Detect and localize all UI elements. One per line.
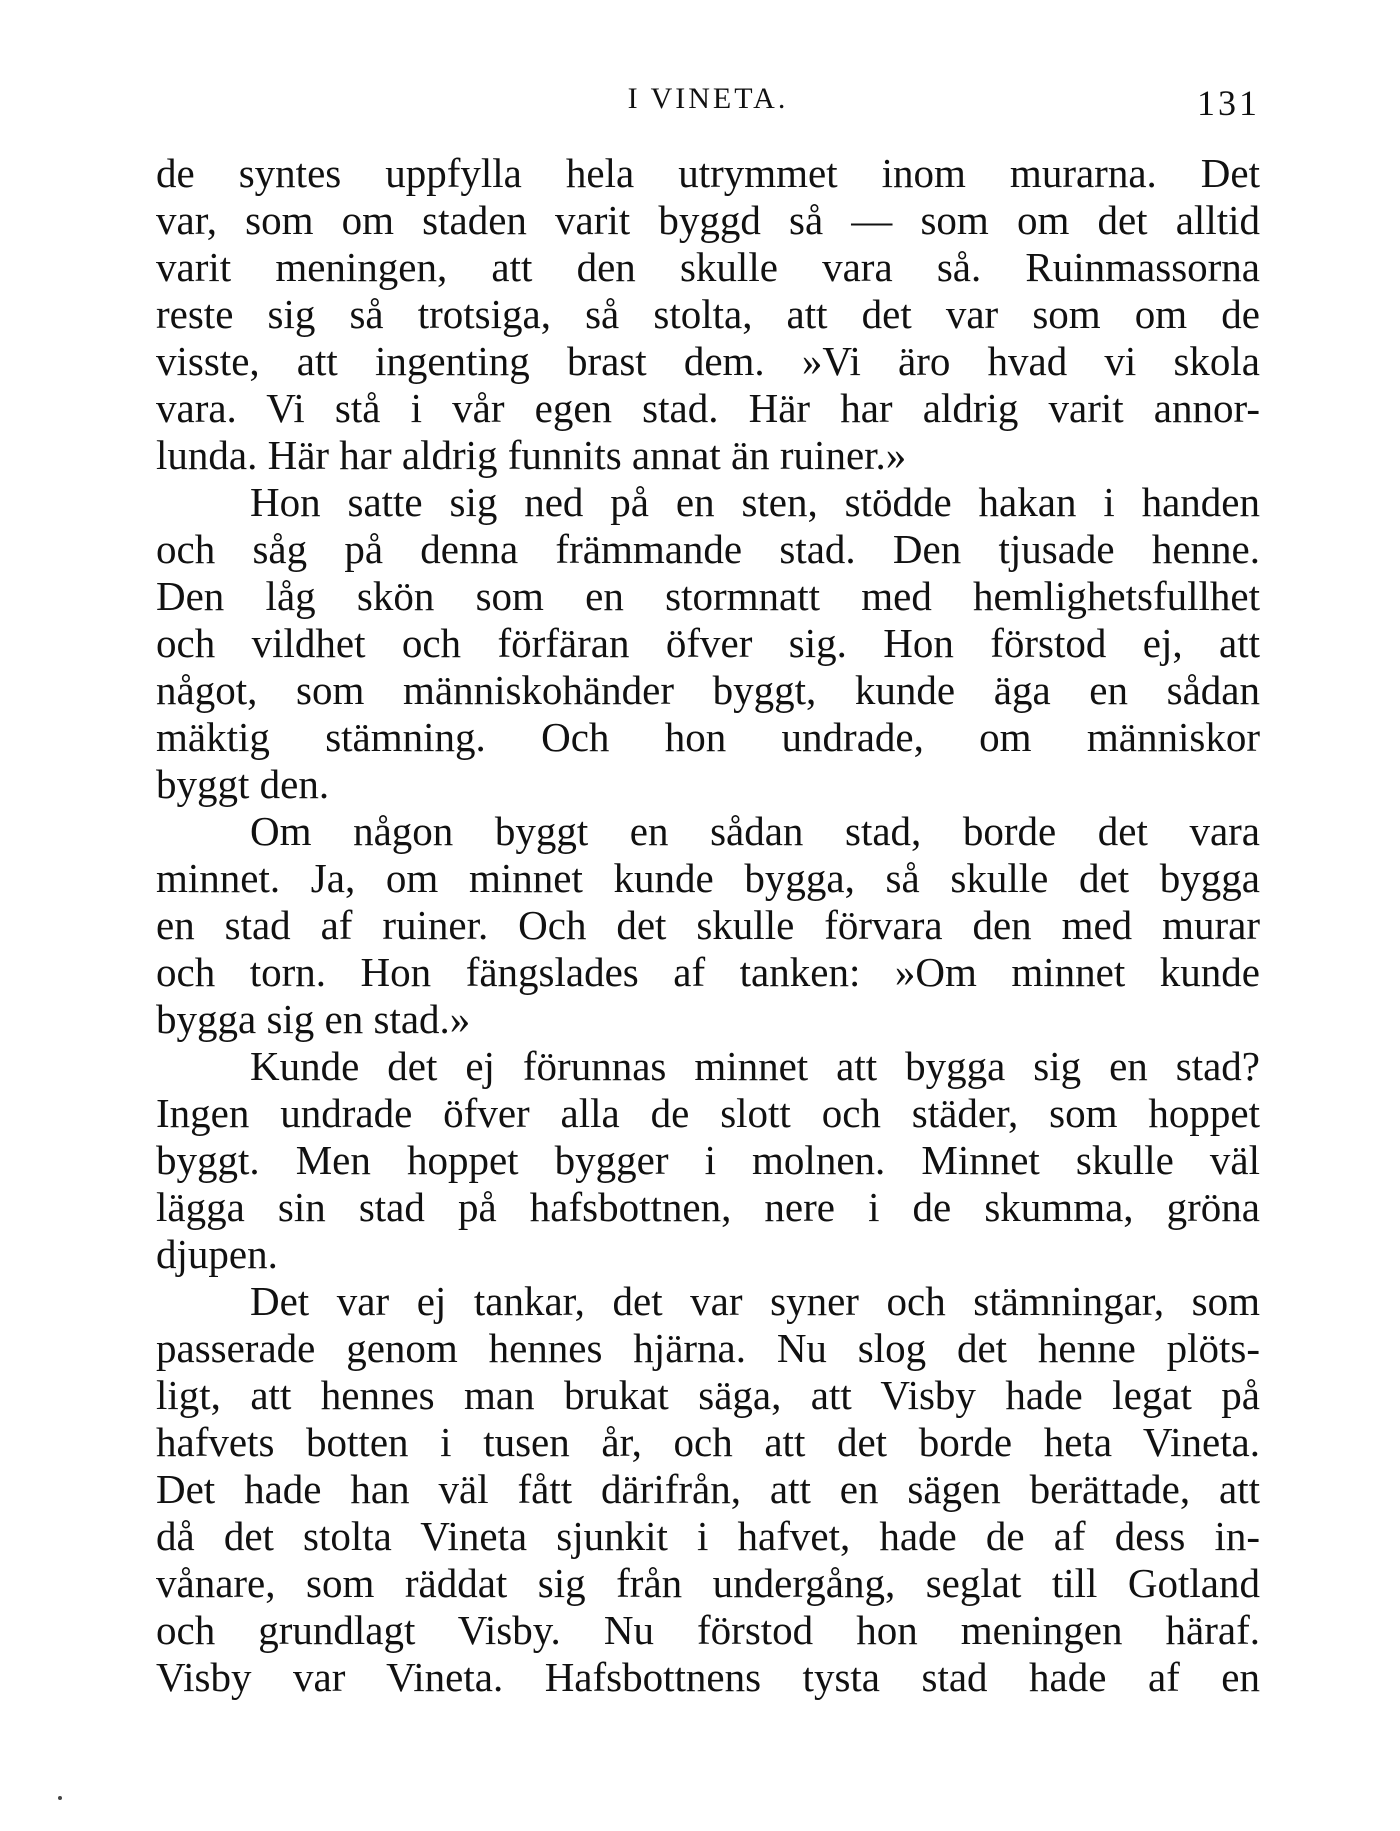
text-line: och grundlagt Visby. Nu förstod hon meningen häraf. <box>156 1607 1260 1653</box>
text-line: Ingen undrade öfver alla de slott och städer, som hoppet <box>156 1090 1260 1136</box>
text-line: visste, att ingenting brast dem. »Vi äro hvad vi skola <box>156 338 1260 384</box>
text-line: vånare, som räddat sig från undergång, seglat till Gotland <box>156 1560 1260 1606</box>
text-line: och såg på denna främmande stad. Den tjusade henne. <box>156 526 1260 572</box>
running-head <box>156 82 1260 122</box>
text-line: mäktig stämning. Och hon undrade, om människor <box>156 714 1260 760</box>
paragraph-start-line: Hon satte sig ned på en sten, stödde hakan i handen <box>250 479 1260 525</box>
body-text <box>156 150 1260 1701</box>
text-line: och torn. Hon fängslades af tanken: »Om minnet kunde <box>156 949 1260 995</box>
text-line: något, som människohänder byggt, kunde äga en sådan <box>156 667 1260 713</box>
text-line: djupen. <box>156 1231 278 1277</box>
text-line: byggt. Men hoppet bygger i molnen. Minnet skulle väl <box>156 1137 1260 1183</box>
paragraph-start-line: Om någon byggt en sådan stad, borde det vara <box>250 808 1260 854</box>
text-line: Visby var Vineta. Hafsbottnens tysta stad hade af en <box>156 1654 1260 1700</box>
text-line: varit meningen, att den skulle vara så. Ruinmassorna <box>156 244 1260 290</box>
paragraph-start-line: Det var ej tankar, det var syner och stämningar, som <box>250 1278 1260 1324</box>
text-line: hafvets botten i tusen år, och att det borde heta Vineta. <box>156 1419 1260 1465</box>
text-line: passerade genom hennes hjärna. Nu slog det henne plöts- <box>156 1325 1260 1371</box>
text-line: då det stolta Vineta sjunkit i hafvet, hade de af dess in- <box>156 1513 1260 1559</box>
text-line: bygga sig en stad.» <box>156 996 471 1042</box>
text-line: de syntes uppfylla hela utrymmet inom murarna. Det <box>156 150 1260 196</box>
text-line: och vildhet och förfäran öfver sig. Hon förstod ej, att <box>156 620 1260 666</box>
text-line: byggt den. <box>156 761 330 807</box>
text-line: lunda. Här har aldrig funnits annat än ruiner.» <box>156 432 907 478</box>
text-line: reste sig så trotsiga, så stolta, att det var som om de <box>156 291 1260 337</box>
text-line: vara. Vi stå i vår egen stad. Här har aldrig varit annor- <box>156 385 1260 431</box>
running-title: I VINETA. <box>627 82 789 115</box>
page-number: 131 <box>1197 83 1260 123</box>
text-line: Det hade han väl fått därifrån, att en sägen berättade, att <box>156 1466 1260 1512</box>
paragraph-start-line: Kunde det ej förunnas minnet att bygga sig en stad? <box>250 1043 1260 1089</box>
text-line: ligt, att hennes man brukat säga, att Visby hade legat på <box>156 1372 1260 1418</box>
margin-speck <box>58 1796 62 1800</box>
text-line: var, som om staden varit byggd så — som om det alltid <box>156 197 1260 243</box>
text-line: en stad af ruiner. Och det skulle förvara den med murar <box>156 902 1260 948</box>
text-line: lägga sin stad på hafsbottnen, nere i de skumma, gröna <box>156 1184 1260 1230</box>
text-line: Den låg skön som en stormnatt med hemlighetsfullhet <box>156 573 1260 619</box>
text-line: minnet. Ja, om minnet kunde bygga, så skulle det bygga <box>156 855 1260 901</box>
